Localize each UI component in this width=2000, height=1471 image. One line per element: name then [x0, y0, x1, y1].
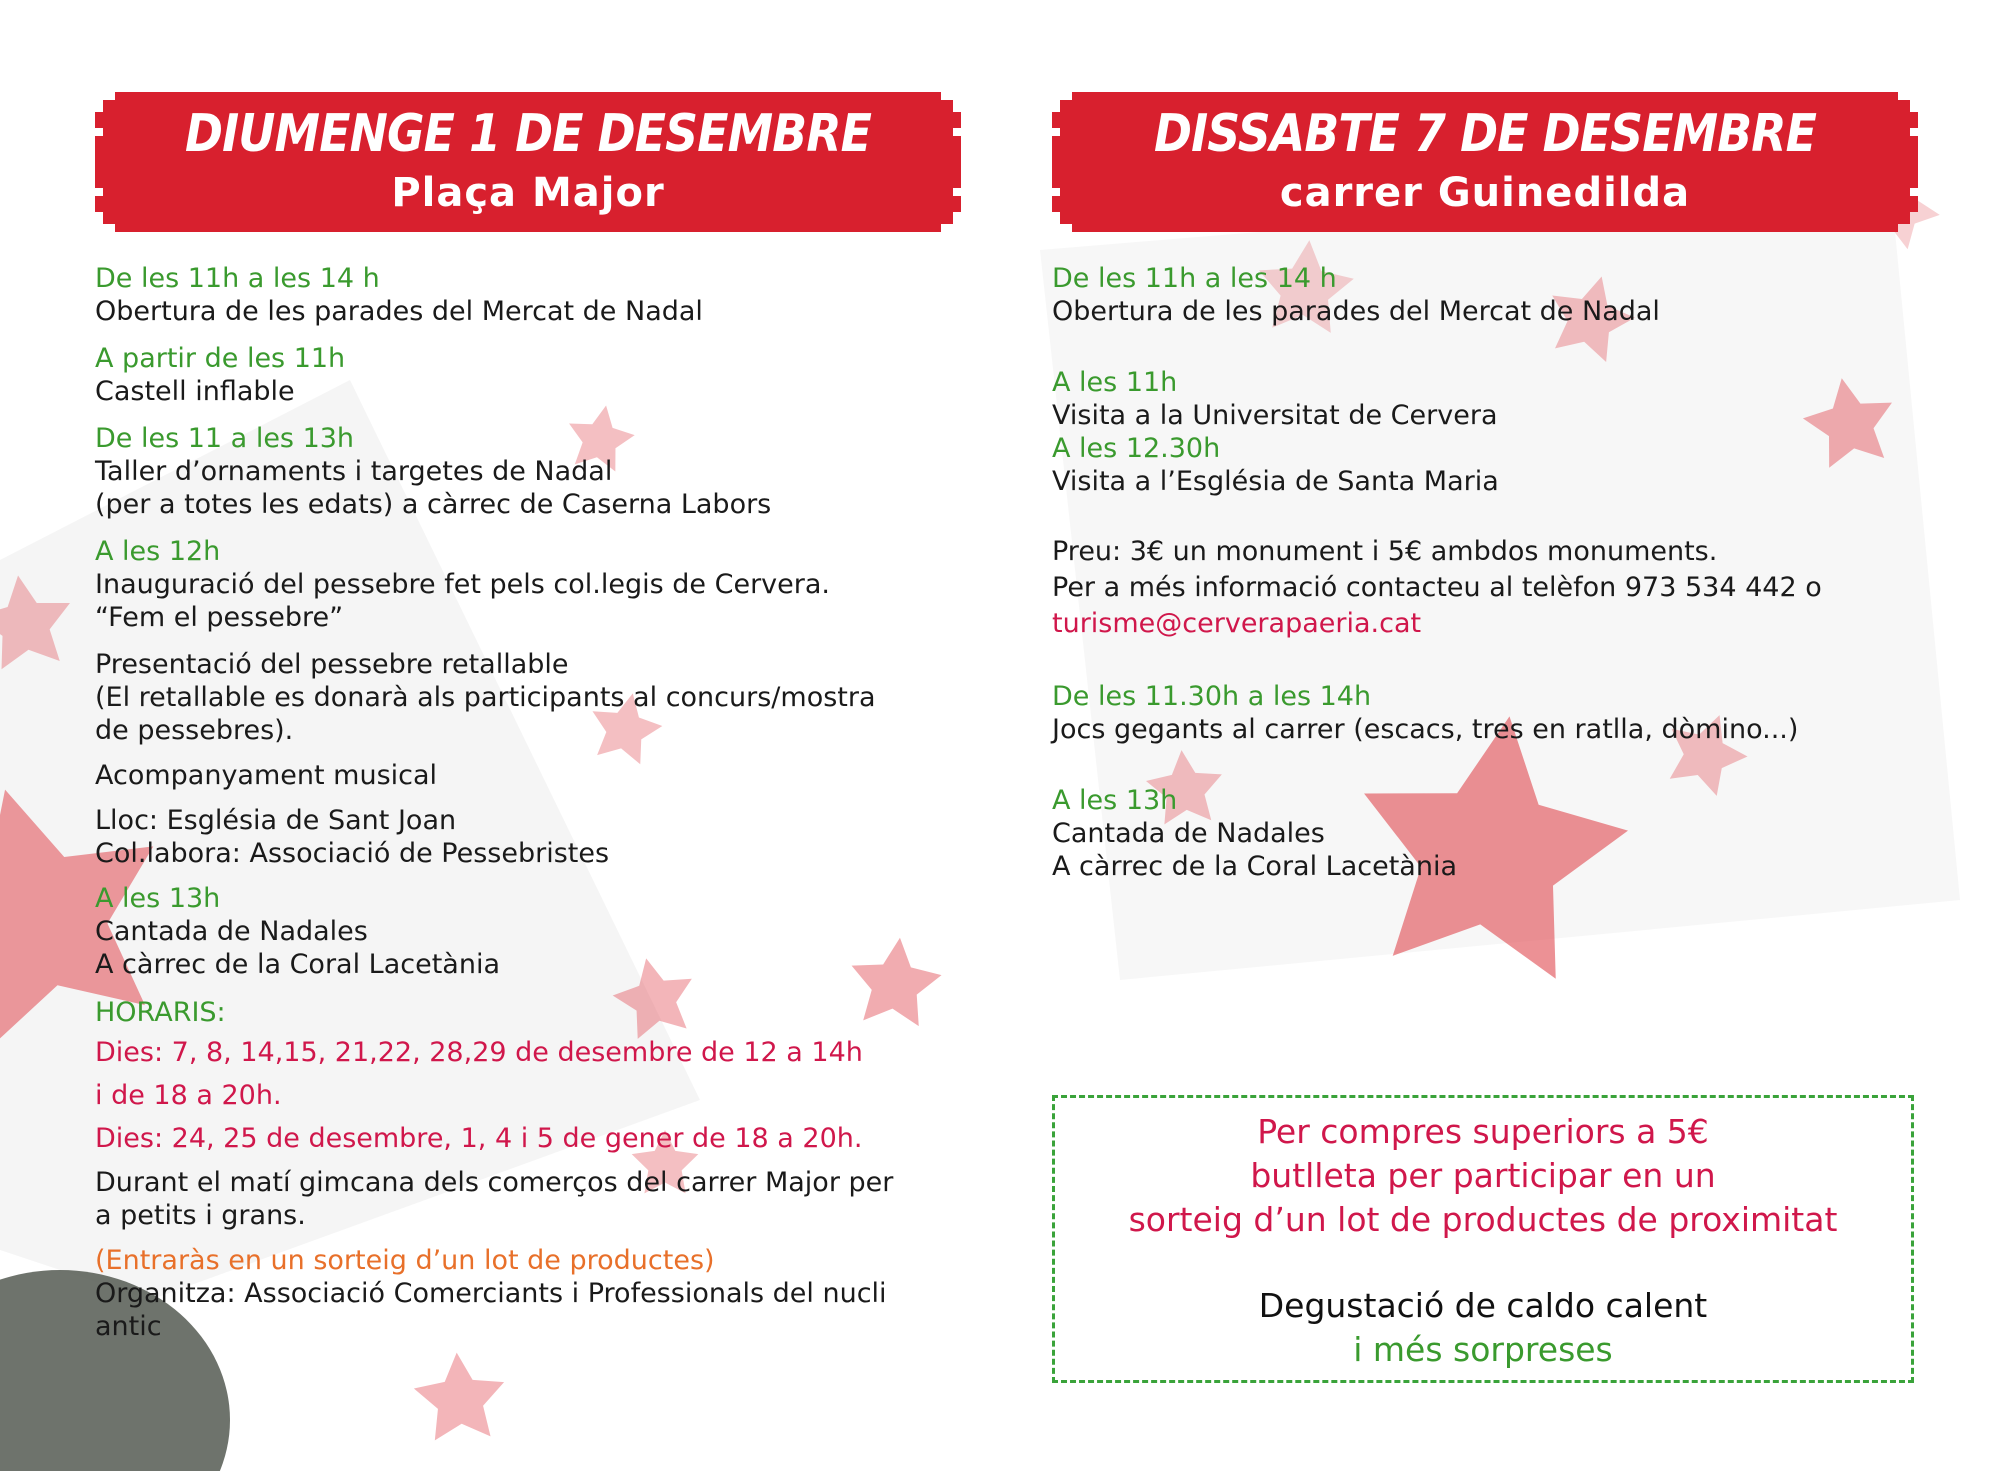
- gimcana-text: Durant el matí gimcana dels comerços del carrer Major per a petits i grans.: [95, 1167, 894, 1231]
- horaris-block: [95, 995, 965, 1160]
- event-time: De les 11h a les 14 h: [95, 263, 380, 294]
- price-line: Preu: 3€ un monument i 5€ ambdos monuments.: [1052, 536, 1718, 567]
- horaris-title: HORARIS:: [95, 997, 226, 1028]
- event-time: A les 11h: [1052, 367, 1178, 398]
- horaris-line: Dies: 7, 8, 14,15, 21,22, 28,29 de desembre de 12 a 14h: [95, 1037, 863, 1068]
- event-time: A partir de les 11h: [95, 343, 346, 374]
- left-events: [95, 262, 965, 1343]
- banner-title: DISSABTE 7 DE DESEMBRE: [1154, 104, 1816, 164]
- contact-line: Per a més informació contacteu al telèfon 973 534 442 o: [1052, 572, 1822, 603]
- event-time: De les 11.30h a les 14h: [1052, 681, 1372, 712]
- event-desc: Cantada de Nadales A càrrec de la Coral Lacetània: [95, 916, 501, 980]
- event-item: [1052, 680, 1922, 746]
- banner-title: DIUMENGE 1 DE DESEMBRE: [185, 104, 871, 164]
- left-banner: [95, 92, 961, 232]
- location-text: Lloc: Església de Sant Joan Col.labora: Associació de Pessebristes: [95, 805, 610, 869]
- event-item: [1052, 784, 1922, 883]
- event-desc: Cantada de Nadales A càrrec de la Coral Lacetània: [1052, 818, 1458, 882]
- event-desc: Taller d’ornaments i targetes de Nadal (per a totes les edats) a càrrec de Caserna Labors: [95, 456, 772, 520]
- event-time: A les 13h: [1052, 785, 1178, 816]
- right-banner: [1052, 92, 1918, 232]
- left-column: [95, 92, 965, 1355]
- price-info: [1052, 534, 1922, 642]
- music-text: Acompanyament musical: [95, 760, 438, 791]
- event-item: [95, 882, 965, 981]
- event-time: De les 11h a les 14 h: [1052, 263, 1337, 294]
- event-desc: Visita a l’Església de Santa Maria: [1052, 466, 1499, 497]
- event-time: A les 13h: [95, 883, 221, 914]
- event-item: [95, 262, 965, 328]
- organitza-text: Organitza: Associació Comerciants i Professionals del nucli antic: [95, 1278, 887, 1342]
- event-item: [95, 422, 965, 521]
- event-desc: Obertura de les parades del Mercat de Nadal: [1052, 296, 1660, 327]
- sorteig-note: (Entraràs en un sorteig d’un lot de productes): [95, 1245, 715, 1276]
- right-events: [1052, 262, 1922, 883]
- event-desc: Jocs gegants al carrer (escacs, tres en ratlla, dòmino...): [1052, 714, 1799, 745]
- event-item: [1052, 262, 1922, 328]
- event-desc: Visita a la Universitat de Cervera: [1052, 400, 1498, 431]
- tasting-line: Degustació de caldo calent: [1258, 1286, 1708, 1325]
- banner-subtitle: Plaça Major: [391, 170, 665, 216]
- promo-line: Per compres superiors a 5€: [1257, 1112, 1709, 1151]
- horaris-line: Dies: 24, 25 de desembre, 1, 4 i 5 de gener de 18 a 20h.: [95, 1123, 863, 1154]
- right-column: [1052, 92, 1922, 921]
- event-desc: Castell inflable: [95, 376, 295, 407]
- email-link[interactable]: turisme@cerverapaeria.cat: [1052, 608, 1422, 639]
- promo-line: butlleta per participar en un: [1250, 1156, 1716, 1195]
- event-item: [95, 342, 965, 408]
- promo-line: sorteig d’un lot de productes de proximitat: [1128, 1200, 1838, 1239]
- event-item: [1052, 432, 1922, 498]
- event-item: [1052, 366, 1922, 432]
- horaris-line: i de 18 a 20h.: [95, 1080, 282, 1111]
- surprises-line: i més sorpreses: [1353, 1330, 1613, 1369]
- banner-subtitle: carrer Guinedilda: [1279, 170, 1691, 216]
- event-item: [95, 535, 965, 634]
- event-time: A les 12h: [95, 536, 221, 567]
- event-desc: Obertura de les parades del Mercat de Nadal: [95, 296, 703, 327]
- promo-box: [1052, 1095, 1914, 1383]
- retallable-text: Presentació del pessebre retallable (El retallable es donarà als participants al concurs/mostra de pessebres).: [95, 649, 876, 746]
- event-desc: Inauguració del pessebre fet pels col.legis de Cervera. “Fem el pessebre”: [95, 569, 830, 633]
- event-time: A les 12.30h: [1052, 433, 1221, 464]
- event-time: De les 11 a les 13h: [95, 423, 355, 454]
